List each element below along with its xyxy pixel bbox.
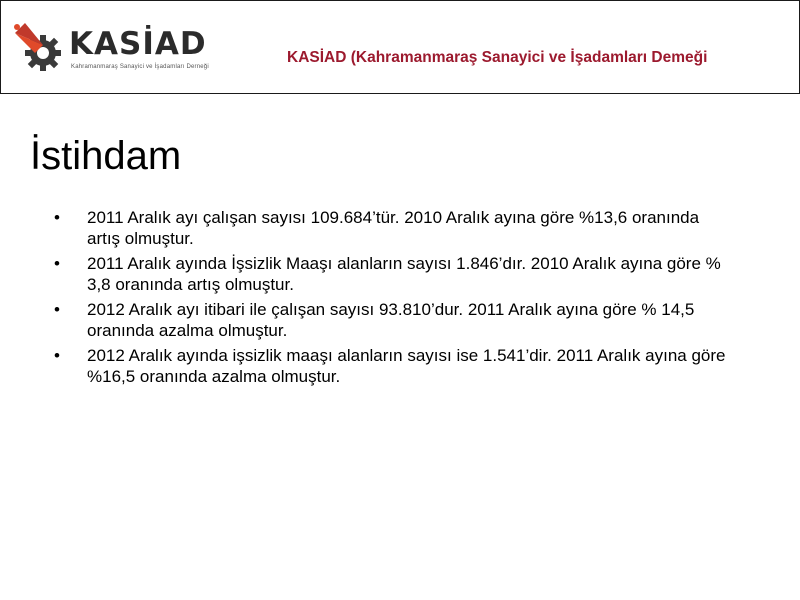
bullet-item [30,345,730,387]
bullet-item [30,207,730,249]
bullet-list [30,207,730,391]
bullet-marker: • [54,254,60,273]
page-title: İstihdam [30,134,182,178]
bullet-marker: • [54,346,60,365]
organization-title: KASİAD (Kahramanmaraş Sanayici ve İşadamları Demeği [287,49,708,66]
bullet-text: 2012 Aralık ayında işsizlik maaşı alanların sayısı ise 1.541’dir. 2011 Aralık ayına göre %16,5 oranında azalma olmuştur. [87,346,726,386]
logo-tagline: Kahramanmaraş Sanayici ve İşadamları Derneği [71,64,209,70]
bullet-item [30,253,730,295]
gear-pin-icon [13,19,69,75]
header-bar [0,0,800,94]
bullet-marker: • [54,208,60,227]
bullet-item [30,299,730,341]
logo-wordmark: KASİAD [69,26,207,62]
bullet-text: 2011 Aralık ayında İşsizlik Maaşı alanların sayısı 1.846’dır. 2010 Aralık ayına göre % 3,8 oranında artış olmuştur. [87,254,721,294]
bullet-text: 2012 Aralık ayı itibari ile çalışan sayısı 93.810’dur. 2011 Aralık ayına göre % 14,5 oranında azalma olmuştur. [87,300,695,340]
bullet-marker: • [54,300,60,319]
bullet-text: 2011 Aralık ayı çalışan sayısı 109.684’tür. 2010 Aralık ayına göre %13,6 oranında artış olmuştur. [87,208,700,248]
kasiad-logo [13,19,223,75]
